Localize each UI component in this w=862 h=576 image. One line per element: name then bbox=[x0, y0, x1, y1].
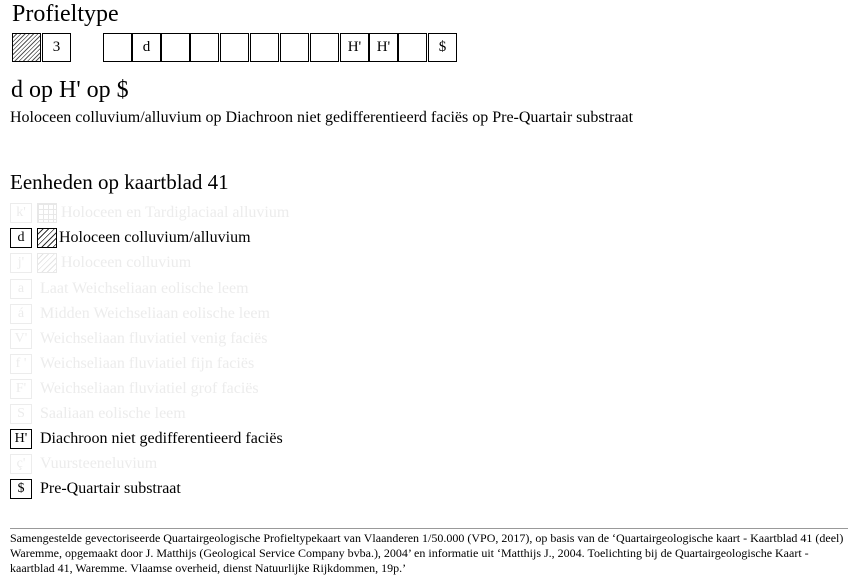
profile-cell bbox=[220, 33, 249, 62]
footer-divider bbox=[10, 528, 848, 529]
unit-label: Diachroon niet gedifferentieerd faciës bbox=[40, 430, 283, 447]
profile-cell: H' bbox=[369, 33, 398, 62]
profile-cell bbox=[103, 33, 132, 62]
grid-pattern-icon bbox=[37, 203, 57, 223]
profile-cell: 3 bbox=[42, 33, 71, 62]
units-heading: Eenheden op kaartblad 41 bbox=[10, 170, 229, 194]
profile-formula: d op H' op $ bbox=[11, 77, 129, 103]
unit-label: Holoceen colluvium/alluvium bbox=[59, 229, 251, 246]
unit-label: Weichseliaan fluviatiel grof faciës bbox=[40, 380, 259, 397]
unit-item bbox=[10, 453, 157, 475]
unit-item bbox=[10, 252, 191, 274]
unit-code: H' bbox=[10, 429, 32, 449]
unit-label: Weichseliaan fluviatiel fijn faciës bbox=[40, 355, 255, 372]
unit-item bbox=[10, 403, 186, 425]
unit-label: Vuursteeneluvium bbox=[40, 455, 158, 472]
diagonal-hatch-icon bbox=[37, 253, 57, 273]
profile-description: Holoceen colluvium/alluvium op Diachroon niet gedifferentieerd faciës op Pre-Quartair substraat bbox=[10, 109, 634, 126]
unit-item bbox=[10, 378, 259, 400]
profile-cell bbox=[310, 33, 339, 62]
unit-code: f ' bbox=[10, 354, 32, 374]
unit-item bbox=[10, 328, 268, 350]
unit-label: Saaliaan eolische leem bbox=[40, 405, 186, 422]
unit-code: a bbox=[10, 279, 32, 299]
unit-code: V' bbox=[10, 329, 32, 349]
unit-label: Laat Weichseliaan eolische leem bbox=[40, 280, 249, 297]
profile-cell: d bbox=[132, 33, 161, 62]
footer-source-note: Samengestelde gevectoriseerde Quartairgeologische Profieltypekaart van Vlaanderen 1/50.000 (VPO, 2017), op basis van de ‘Quartairgeologische kaart - Kaartblad 41 (deel) Waremme, opgemaakt door J. Matthijs (Geological Service Company bvba.), 2004’ en informatie uit ‘Matthijs J., 2004. Toelichting bij de Quartairgeologische Kaart - kaartblad 41, Waremme. Vlaamse overheid, dienst Natuurlijke Rijkdommen, 19p.’ bbox=[10, 531, 844, 575]
profile-cell bbox=[250, 33, 279, 62]
unit-item bbox=[10, 428, 283, 450]
unit-item bbox=[10, 303, 270, 325]
unit-label: Holoceen colluvium bbox=[61, 254, 192, 271]
unit-item bbox=[10, 478, 181, 500]
unit-code: k' bbox=[10, 203, 32, 223]
unit-code: j' bbox=[10, 253, 32, 273]
diagonal-hatch-icon bbox=[37, 228, 57, 248]
unit-label: Holoceen en Tardiglaciaal alluvium bbox=[61, 204, 290, 221]
unit-label: Midden Weichseliaan eolische leem bbox=[40, 305, 270, 322]
unit-code: á bbox=[10, 304, 32, 324]
unit-code: ç' bbox=[10, 454, 32, 474]
unit-label: Weichseliaan fluviatiel venig faciës bbox=[40, 330, 268, 347]
unit-code: d bbox=[10, 228, 32, 248]
unit-item bbox=[10, 278, 249, 300]
unit-item bbox=[10, 202, 289, 224]
profile-cell bbox=[398, 33, 427, 62]
unit-item bbox=[10, 353, 254, 375]
profile-cell bbox=[280, 33, 309, 62]
hatch-pattern-icon bbox=[12, 33, 41, 62]
unit-label: Pre-Quartair substraat bbox=[40, 480, 181, 497]
page-title: Profieltype bbox=[12, 1, 119, 27]
unit-code: S bbox=[10, 404, 32, 424]
profile-cell bbox=[190, 33, 219, 62]
profile-cell: H' bbox=[340, 33, 369, 62]
unit-code: $ bbox=[10, 479, 32, 499]
unit-code: F' bbox=[10, 379, 32, 399]
profile-cell: $ bbox=[428, 33, 457, 62]
unit-item bbox=[10, 227, 251, 249]
profile-cell bbox=[161, 33, 190, 62]
